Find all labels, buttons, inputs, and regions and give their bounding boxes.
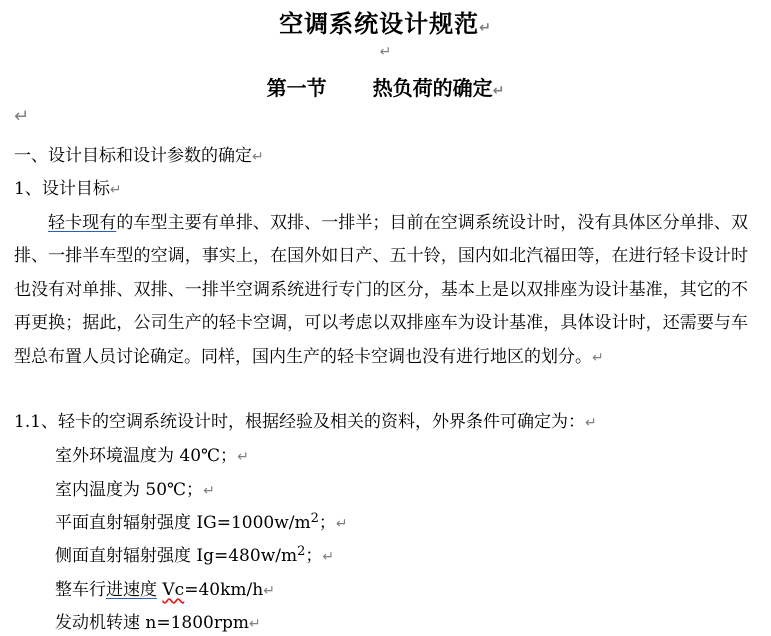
param-text: 室外环境温度为 40℃； (55, 446, 238, 466)
param-text: 平面直射辐射强度 IG=1000w/m (55, 513, 311, 533)
param-text: 发动机转速 n=1800rpm (55, 613, 249, 633)
intro-text: 1.1、轻卡的空调系统设计时，根据经验及相关的资料，外界条件可确定为： (14, 412, 586, 432)
paragraph-mark-icon: ↵ (237, 449, 249, 465)
section-heading (0, 72, 771, 101)
param-value: =40km/h (184, 580, 264, 600)
section-number: 第一节 (266, 76, 327, 100)
empty-paragraph (0, 40, 771, 61)
spellcheck-flagged-term: Vc (162, 580, 185, 600)
paragraph-mark-icon: ↵ (249, 616, 261, 632)
paragraph-mark-icon: ↵ (492, 83, 505, 99)
param-side-radiation (55, 541, 334, 566)
paragraph-mark-icon: ↵ (322, 549, 335, 565)
paragraph-mark-icon: ↵ (379, 44, 392, 60)
paragraph-mark-icon: ↵ (585, 415, 597, 431)
conditions-intro (14, 407, 597, 432)
param-text: 侧面直射辐射强度 Ig=480w/m (55, 546, 298, 566)
paragraph-mark-icon: ↵ (252, 149, 264, 165)
param-horizontal-radiation (55, 508, 348, 533)
param-text: 室内温度为 50℃； (55, 480, 204, 500)
paragraph-mark-icon: ↵ (592, 349, 604, 366)
section-name: 热负荷的确定 (372, 76, 493, 100)
superscript: 2 (310, 511, 319, 526)
title-text: 空调系统设计规范 (279, 9, 480, 38)
empty-paragraph (14, 106, 29, 127)
param-engine-speed (55, 608, 261, 633)
paragraph-mark-icon: ↵ (263, 583, 275, 599)
param-outdoor-temp (55, 441, 249, 466)
underlined-term: 轻卡现有 (48, 213, 117, 233)
superscript: 2 (297, 544, 306, 559)
paragraph-mark-icon: ↵ (335, 516, 348, 532)
param-vehicle-speed (55, 575, 275, 600)
heading-level-1 (14, 141, 264, 166)
param-punct: ； (318, 513, 336, 533)
param-indoor-temp (55, 475, 215, 500)
heading-level-2 (14, 174, 122, 199)
heading2-text: 1、设计目标 (14, 179, 110, 199)
param-text: 整车行 (55, 580, 106, 600)
body-paragraph (14, 207, 748, 375)
document-title (0, 4, 771, 39)
paragraph-mark-icon: ↵ (14, 106, 30, 127)
paragraph-mark-icon: ↵ (479, 20, 492, 36)
paragraph-mark-icon: ↵ (109, 182, 122, 198)
param-punct: ； (305, 546, 323, 566)
paragraph-mark-icon: ↵ (203, 483, 215, 499)
paragraph-text: 的车型主要有单排、双排、一排半；目前在空调系统设计时，没有具体区分单排、双排、一排半车型的空调，事实上，在国外如日产、五十铃，国内如北汽福田等，在进行轻卡设计时也没有对单排、双排、一排半空调系统进行专门的区分，基本上是以双排座为设计基准，其它的不再更换；据此，公司生产的轻卡空调，可以考虑以双排座车为设计基准，具体设计时，还需要与车型总布置人员讨论确定。同样，国内生产的轻卡空调也没有进行地区的划分。 (14, 213, 749, 367)
underlined-term: 进速度 (106, 580, 157, 600)
heading1-text: 一、设计目标和设计参数的确定 (14, 146, 252, 166)
